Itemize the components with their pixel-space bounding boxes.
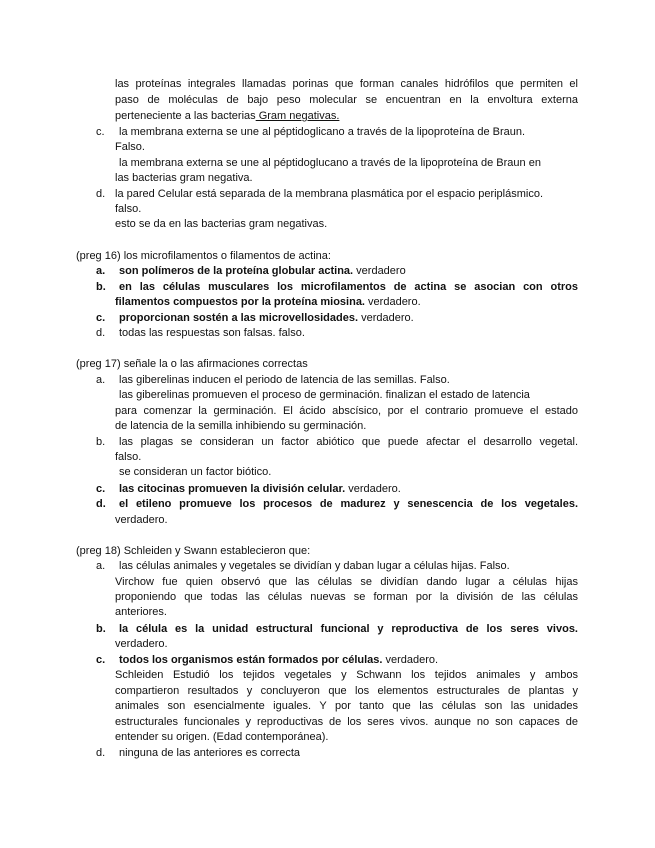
verdict-text: verdadero. — [382, 654, 439, 666]
option-text: las plagas se consideran un factor abiótico que puede afectar el desarrollo vegetal. — [119, 436, 578, 448]
list-marker: b. — [96, 436, 106, 448]
option-text: la pared Celular está separada de la membrana plasmática por el espacio periplásmico. — [115, 188, 544, 200]
verdict-text: verdadero. — [365, 296, 421, 308]
option-text: en las células musculares los microfilamentos de actina se asocian con otros — [119, 281, 578, 293]
option-line — [115, 296, 421, 309]
explanation-text: Schleiden Estudió los tejidos vegetales y Schwann los tejidos animales y ambos — [115, 669, 578, 681]
paragraph-line: paso de moléculas de bajo peso molecular se encuentran en la envoltura externa — [115, 94, 578, 106]
explanation-text: las giberelinas promueven el proceso de germinación. finalizan el estado de latencia — [119, 389, 530, 401]
option-text: proporcionan sostén a las microvellosidades. — [119, 312, 359, 324]
option-text: filamentos compuestos por la proteína miosina. — [115, 296, 365, 308]
verdict-text: verdadero — [353, 265, 406, 277]
explanation-text: la membrana externa se une al péptidoglucano a través de la lipoproteína de Braun en — [119, 157, 541, 169]
list-marker: b. — [96, 623, 106, 635]
paragraph-line: las proteínas integrales llamadas porinas que forman canales hidrófilos que permiten el — [115, 78, 578, 90]
list-marker: a. — [96, 560, 106, 572]
explanation-text: animales son esencialmente iguales. Y por tanto que las células son las unidades — [115, 700, 578, 712]
option-text: todas las respuestas son falsas. falso. — [119, 327, 305, 339]
list-marker: c. — [96, 654, 106, 666]
question-heading: (preg 17) señale la o las afirmaciones correctas — [76, 358, 308, 370]
question-heading: (preg 16) los microfilamentos o filamentos de actina: — [76, 250, 331, 262]
option-line — [119, 312, 414, 325]
paragraph-line — [115, 110, 339, 123]
option-text: la membrana externa se une al péptidoglicano a través de la lipoproteína de Braun. — [119, 126, 526, 138]
option-text: son polímeros de la proteína globular actina. — [119, 265, 354, 277]
option-text: todos los organismos están formados por células. — [119, 654, 383, 666]
option-text: las citocinas promueven la división celular. — [119, 483, 346, 495]
explanation-text: se consideran un factor biótico. — [119, 466, 272, 478]
explanation-text: esto se da en las bacterias gram negativas. — [115, 218, 328, 230]
list-marker: d. — [96, 747, 106, 759]
paragraph-text: perteneciente a las bacterias — [115, 110, 256, 122]
explanation-text: de latencia de la semilla inhibiendo su germinación. — [115, 420, 367, 432]
verdict-text: Falso. — [115, 141, 145, 153]
option-text: las células animales y vegetales se dividían y daban lugar a células hijas. Falso. — [119, 560, 510, 572]
list-marker: d. — [96, 188, 106, 200]
explanation-text: entender su origen. (Edad contemporánea). — [115, 731, 329, 743]
explanation-text: compartieron resultados y concluyeron que los elementos estructurales de plantas y — [115, 685, 578, 697]
option-line — [119, 483, 401, 496]
verdict-text: verdadero. — [345, 483, 401, 495]
explanation-text: para comenzar la germinación. El ácido abscísico, por el contrario promueve el estado — [115, 405, 578, 417]
list-marker: b. — [96, 281, 106, 293]
underlined-text: Gram negativas. — [255, 110, 340, 122]
explanation-text: anteriores. — [115, 606, 167, 618]
verdict-text: falso. — [115, 203, 142, 215]
explanation-text: proponiendo que todas las células nuevas se forman por la división de las células — [115, 591, 578, 603]
option-text: el etileno promueve los procesos de madurez y senescencia de los vegetales. — [119, 498, 578, 510]
option-line — [119, 654, 438, 667]
verdict-text: verdadero. — [358, 312, 414, 324]
list-marker: a. — [96, 374, 106, 386]
list-marker: d. — [96, 327, 106, 339]
list-marker: c. — [96, 312, 106, 324]
list-marker: d. — [96, 498, 106, 510]
verdict-text: verdadero. — [115, 638, 168, 650]
explanation-text: las bacterias gram negativa. — [115, 172, 253, 184]
list-marker: a. — [96, 265, 106, 277]
option-line — [119, 265, 406, 278]
option-text: la célula es la unidad estructural funcional y reproductiva de los seres vivos. — [119, 623, 578, 635]
verdict-text: falso. — [115, 451, 142, 463]
question-heading: (preg 18) Schleiden y Swann establecieron que: — [76, 545, 311, 557]
explanation-text: Virchow fue quien observó que las células se dividían dando lugar a células hijas — [115, 576, 578, 588]
explanation-text: estructurales funcionales y reproductivas de los seres vivos. aunque no son capaces de — [115, 716, 578, 728]
verdict-text: verdadero. — [115, 514, 168, 526]
list-marker: c. — [96, 126, 105, 138]
option-text: las giberelinas inducen el periodo de latencia de las semillas. Falso. — [119, 374, 450, 386]
option-text: ninguna de las anteriores es correcta — [119, 747, 300, 759]
list-marker: c. — [96, 483, 106, 495]
